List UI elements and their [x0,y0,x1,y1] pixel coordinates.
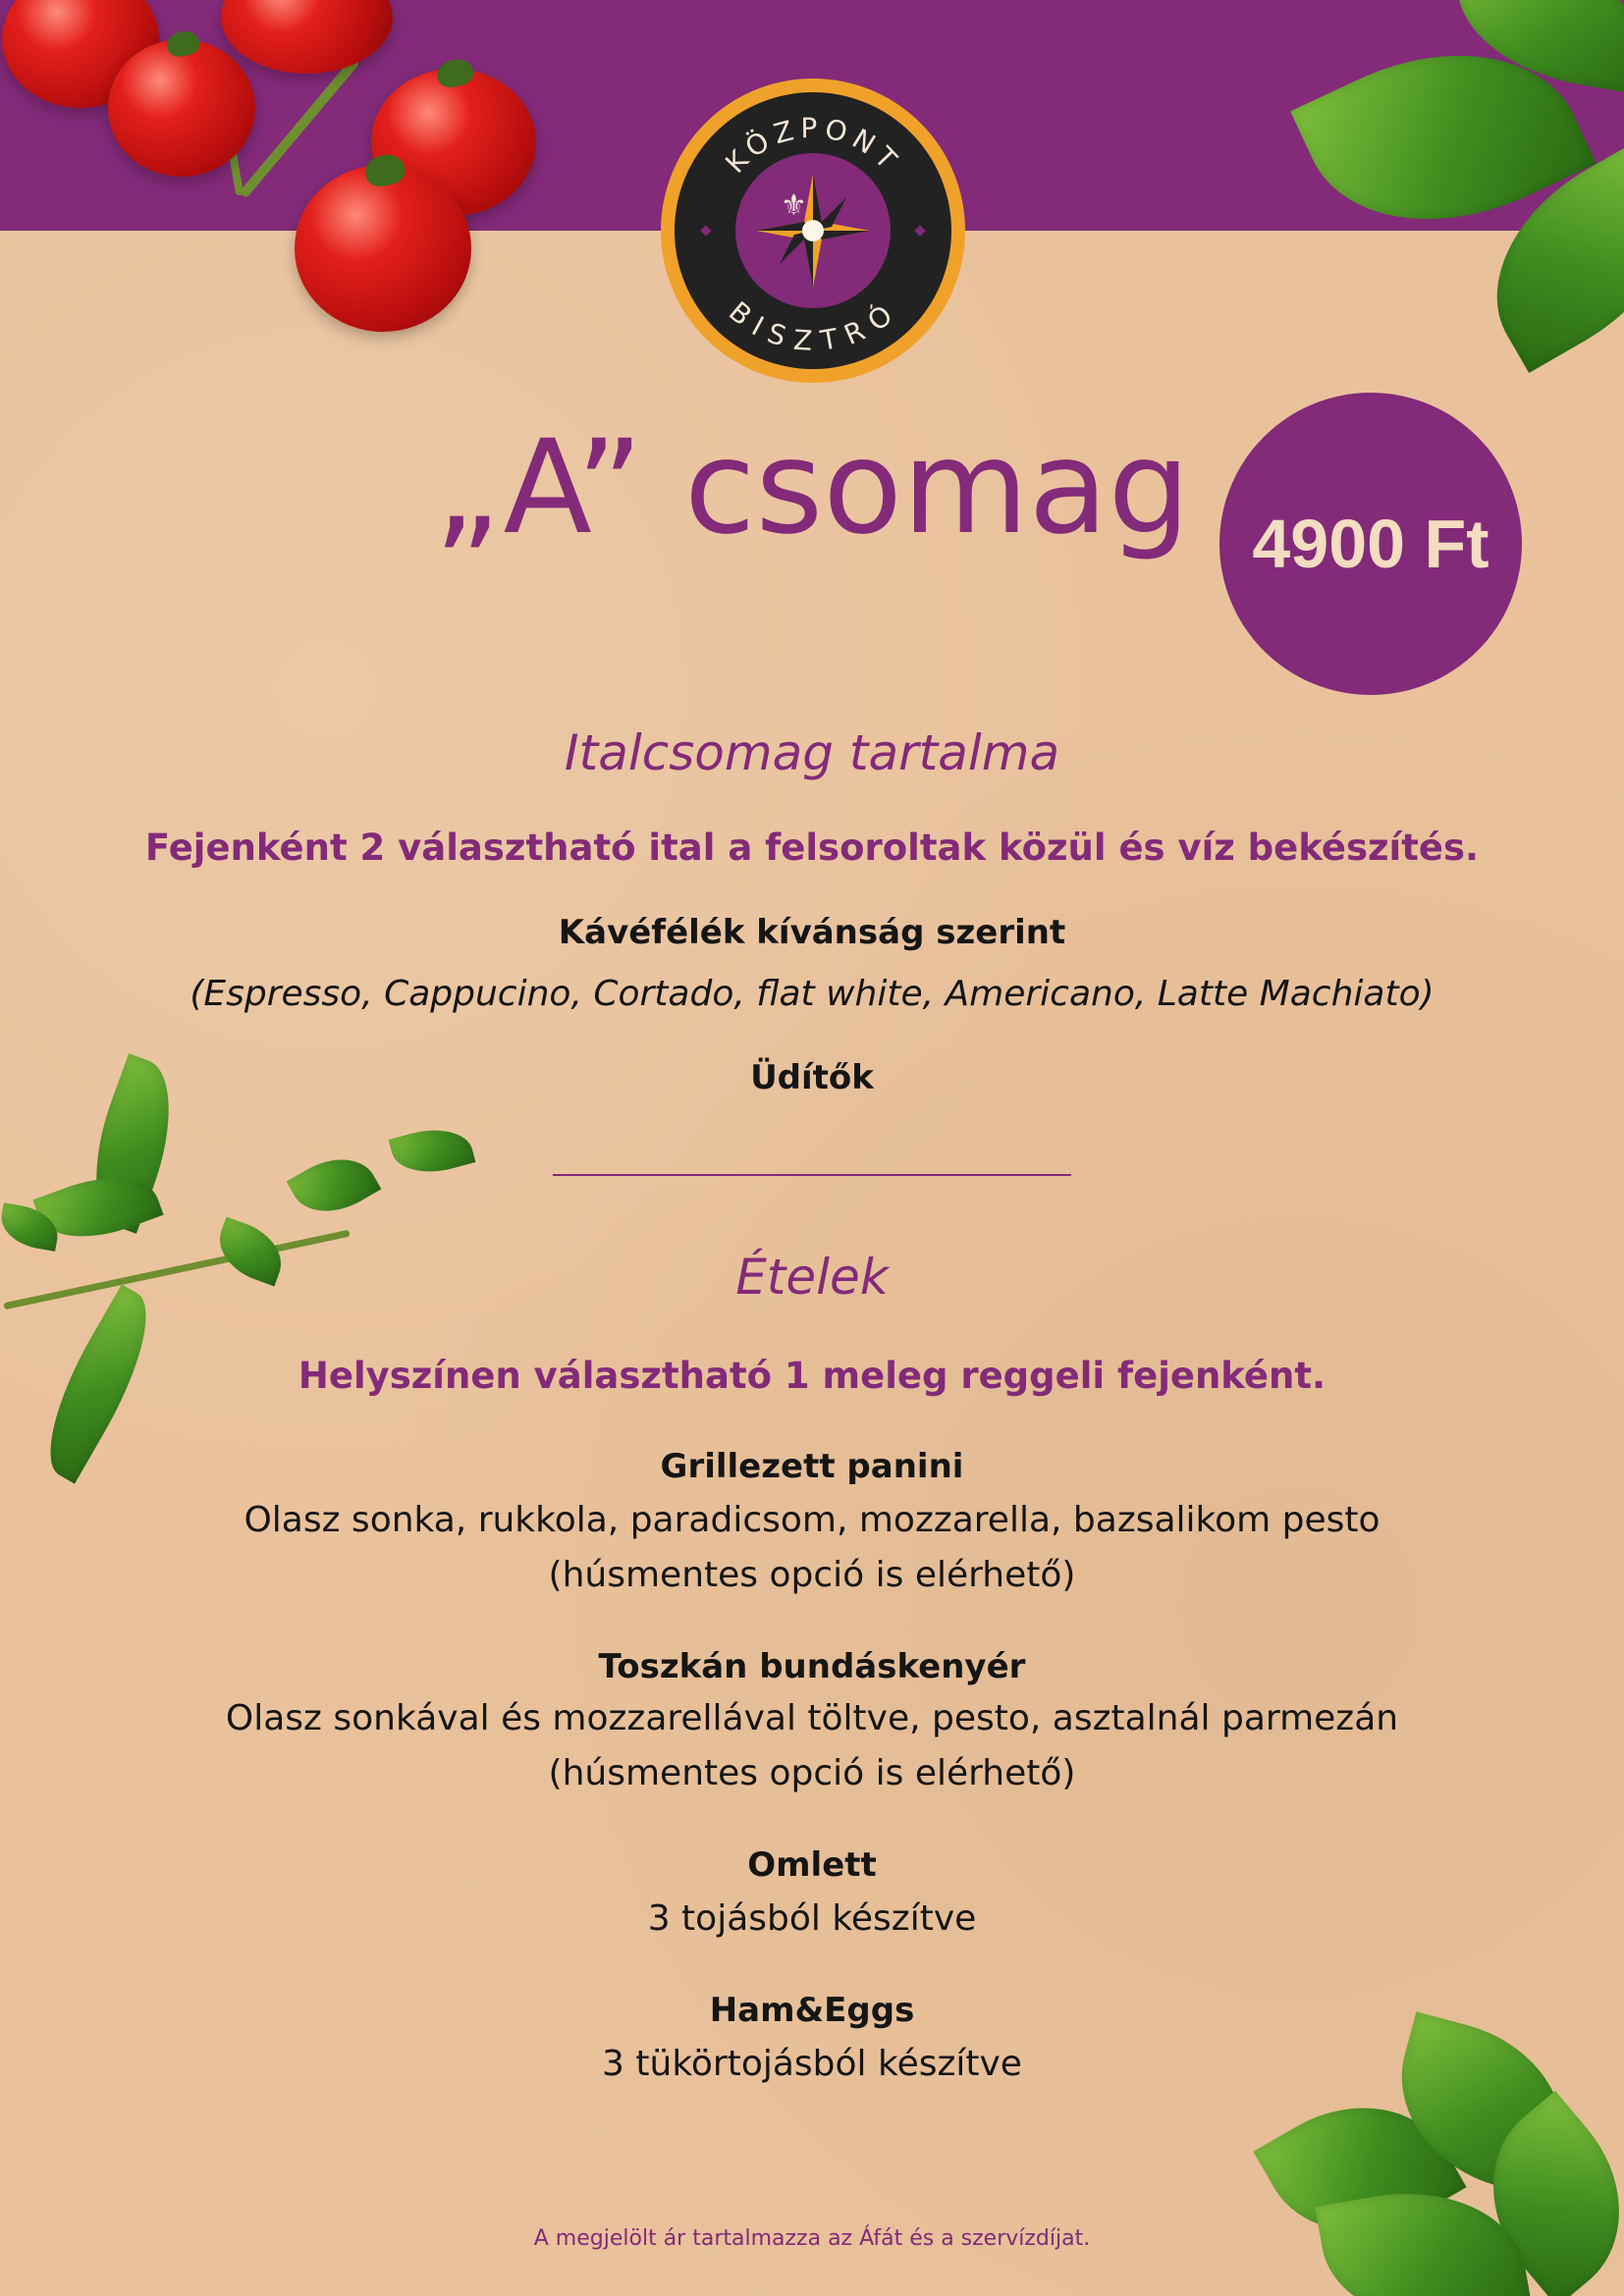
menu-item-line: 3 tojásból készítve [647,1898,977,1939]
kozpont-bisztro-logo [661,79,965,383]
package-title: „A” csomag [433,412,1191,563]
menu-item-title: Grillezett panini [660,1447,964,1486]
menu-item-line: Olasz sonkával és mozzarellával töltve, pesto, asztalnál parmezán [225,1698,1399,1738]
menu-item-line: (húsmentes opció is elérhető) [548,1555,1076,1595]
section-divider [553,1174,1071,1176]
soft-drinks-title: Üdítők [750,1058,874,1097]
menu-item-line: (húsmentes opció is elérhető) [548,1753,1076,1793]
menu-item-title: Toszkán bundáskenyér [598,1647,1026,1686]
drinks-subheading: Fejenként 2 választható ital a felsoroltak közül és víz bekészítés. [144,827,1480,869]
food-subheading: Helyszínen választható 1 meleg reggeli fejenként. [298,1355,1326,1397]
compass-logo-graphic [675,92,951,369]
food-heading: Ételek [735,1249,889,1306]
coffee-list: (Espresso, Cappucino, Cortado, flat white, Americano, Latte Machiato) [189,974,1435,1014]
drinks-heading: Italcsomag tartalma [564,724,1060,781]
basil-leaf-icon [1276,0,1624,383]
footer-note: A megjelölt ár tartalmazza az Áfát és a szervízdíjat. [533,2226,1091,2251]
coffee-title: Kávéfélék kívánság szerint [558,913,1066,952]
menu-item-line: 3 tükörtojásból készítve [602,2044,1022,2084]
logo-bottom-text: BISZTRÓ [722,294,903,358]
tomato-vine-icon [0,0,550,344]
menu-item-line: Olasz sonka, rukkola, paradicsom, mozzarella, bazsalikom pesto [244,1500,1380,1540]
logo-top-text: KÖZPONT [719,111,907,180]
menu-item-title: Omlett [747,1845,877,1885]
price-badge [1219,393,1522,695]
price-text: 4900 Ft [1252,506,1489,582]
fleur-de-lis-icon: ⚜ [781,188,807,223]
menu-item-title: Ham&Eggs [709,1991,915,2030]
